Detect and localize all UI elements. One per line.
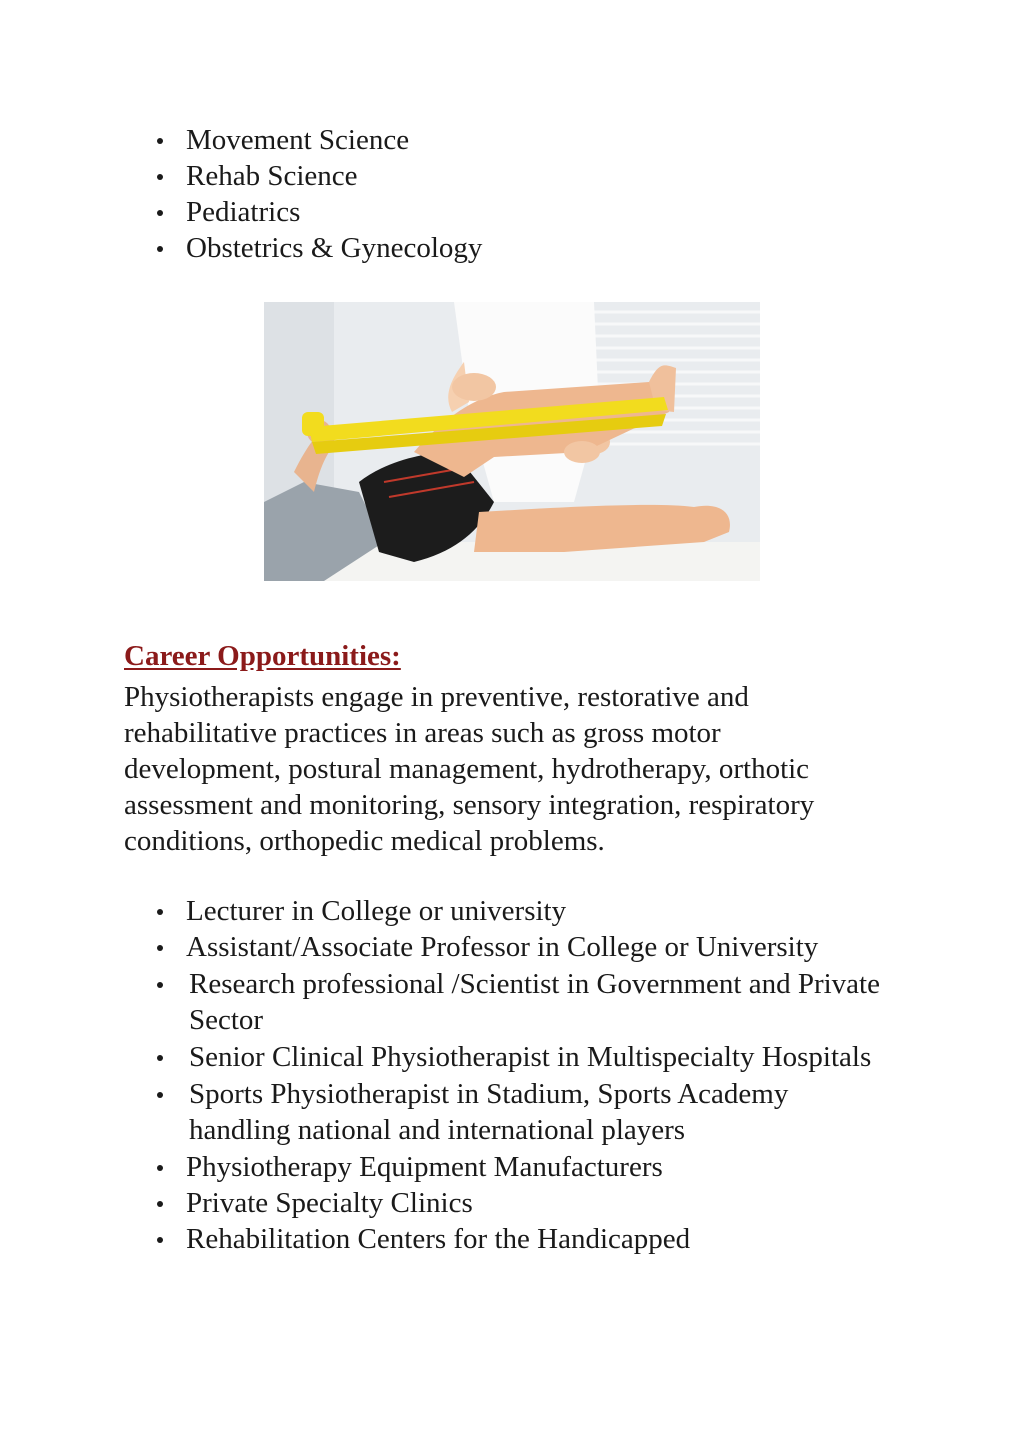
career-heading: Career Opportunities: bbox=[124, 640, 401, 672]
list-item: Sports Physiotherapist in Stadium, Sports Academy handling national and international players bbox=[0, 1076, 889, 1148]
bullet-dot-icon bbox=[157, 210, 163, 216]
career-list bbox=[0, 893, 889, 1257]
list-item: Obstetrics & Gynecology bbox=[0, 230, 886, 266]
list-item: Private Specialty Clinics bbox=[0, 1185, 886, 1221]
list-item: Movement Science bbox=[0, 122, 886, 158]
bullet-dot-icon bbox=[157, 909, 163, 915]
bullet-dot-icon bbox=[157, 1237, 163, 1243]
list-item: Rehabilitation Centers for the Handicapped bbox=[0, 1221, 886, 1257]
bullet-dot-icon bbox=[157, 1201, 163, 1207]
bullet-dot-icon bbox=[157, 246, 163, 252]
physiotherapy-illustration bbox=[264, 302, 760, 581]
bullet-dot-icon bbox=[157, 982, 163, 988]
bullet-dot-icon bbox=[157, 138, 163, 144]
list-item: Lecturer in College or university bbox=[0, 893, 886, 929]
physiotherapy-photo bbox=[264, 302, 760, 581]
career-paragraph: Physiotherapists engage in preventive, restorative and rehabilitative practices in areas such as gross motor development, postural management, hydrotherapy, orthotic assessment and monitoring, sensory integration, respiratory conditions, orthopedic medical problems. bbox=[124, 681, 815, 857]
bullet-dot-icon bbox=[157, 1092, 163, 1098]
bullet-dot-icon bbox=[157, 945, 163, 951]
bullet-dot-icon bbox=[157, 1055, 163, 1061]
list-item: Senior Clinical Physiotherapist in Multispecialty Hospitals bbox=[0, 1039, 889, 1075]
specialty-list bbox=[0, 122, 886, 266]
list-item: Assistant/Associate Professor in College or University bbox=[0, 929, 886, 965]
list-item: Physiotherapy Equipment Manufacturers bbox=[0, 1149, 886, 1185]
bullet-dot-icon bbox=[157, 1165, 163, 1171]
bullet-dot-icon bbox=[157, 174, 163, 180]
list-item: Research professional /Scientist in Government and Private Sector bbox=[0, 966, 889, 1038]
list-item: Pediatrics bbox=[0, 194, 886, 230]
list-item: Rehab Science bbox=[0, 158, 886, 194]
